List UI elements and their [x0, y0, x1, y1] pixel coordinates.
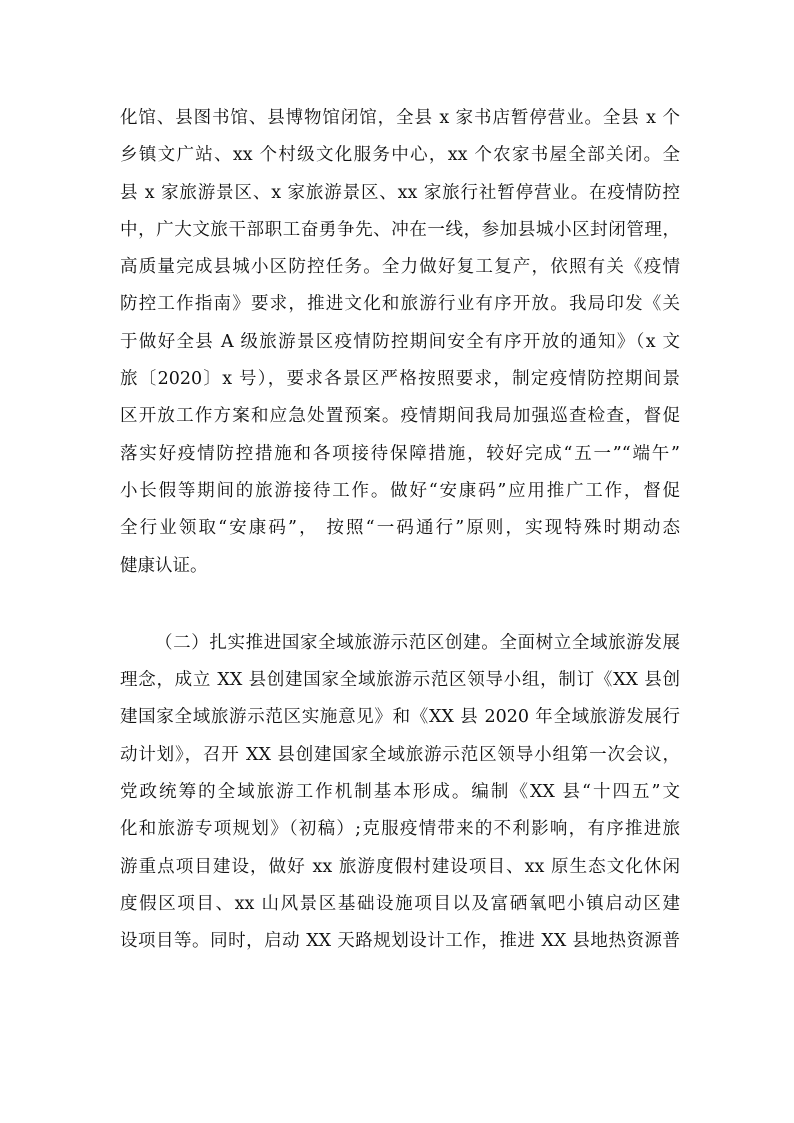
text-line: 化馆、县图书馆、县博物馆闭馆，全县 x 家书店暂停营业。全县 x 个	[120, 108, 680, 128]
text-line: 动计划》，召开 XX 县创建国家全域旅游示范区领导小组第一次会议，	[120, 744, 680, 765]
text-line: 区开放工作方案和应急处置预案。疫情期间我局加强巡查检查，督促	[120, 406, 680, 427]
text-line: 于做好全县 A 级旅游景区疫情防控期间安全有序开放的通知》（x 文	[120, 331, 680, 352]
text-line: 党政统筹的全域旅游工作机制基本形成。编制《XX 县“十四五”文	[120, 782, 680, 803]
section-heading-line: （二）扎实推进国家全域旅游示范区创建。全面树立全域旅游发展	[155, 632, 680, 653]
text-line: 高质量完成县城小区防控任务。全力做好复工复产，依照有关《疫情	[120, 257, 680, 278]
paragraph-spacer	[120, 585, 680, 625]
paragraph-2	[120, 625, 680, 961]
text-line: 游重点项目建设，做好 xx 旅游度假村建设项目、xx 原生态文化休闲	[120, 856, 680, 877]
text-line: 度假区项目、xx 山风景区基础设施项目以及富硒氧吧小镇启动区建	[120, 893, 680, 914]
text-line: 理念，成立 XX 县创建国家全域旅游示范区领导小组，制订《XX 县创	[120, 670, 680, 691]
text-line: 县 x 家旅游景区、x 家旅游景区、xx 家旅行社暂停营业。在疫情防控	[120, 182, 680, 203]
text-line: 中，广大文旅干部职工奋勇争先、冲在一线，参加县城小区封闭管理，	[120, 219, 680, 240]
text-line: 防控工作指南》要求，推进文化和旅游行业有序开放。我局印发《关	[120, 294, 680, 315]
text-line: 设项目等。同时，启动 XX 天路规划设计工作，推进 XX 县地热资源普	[120, 931, 680, 952]
text-line: 落实好疫情防控措施和各项接待保障措施，较好完成“五一”“端午”	[120, 443, 680, 464]
text-line: 乡镇文广站、xx 个村级文化服务中心，xx 个农家书屋全部关闭。全	[120, 145, 680, 166]
paragraph-1	[120, 100, 680, 585]
document-body	[120, 100, 680, 961]
text-line: 化和旅游专项规划》（初稿）;克服疫情带来的不利影响，有序推进旅	[120, 819, 680, 840]
text-line: 全行业领取“安康码”， 按照“一码通行”原则，实现特殊时期动态	[120, 518, 680, 539]
text-line: 建国家全域旅游示范区实施意见》和《XX 县 2020 年全域旅游发展行	[120, 707, 680, 728]
text-line: 旅〔2020〕x 号），要求各景区严格按照要求，制定疫情防控期间景	[120, 369, 680, 390]
text-line-last: 健康认证。	[120, 555, 208, 576]
text-line: 小长假等期间的旅游接待工作。做好“安康码”应用推广工作，督促	[120, 480, 680, 501]
